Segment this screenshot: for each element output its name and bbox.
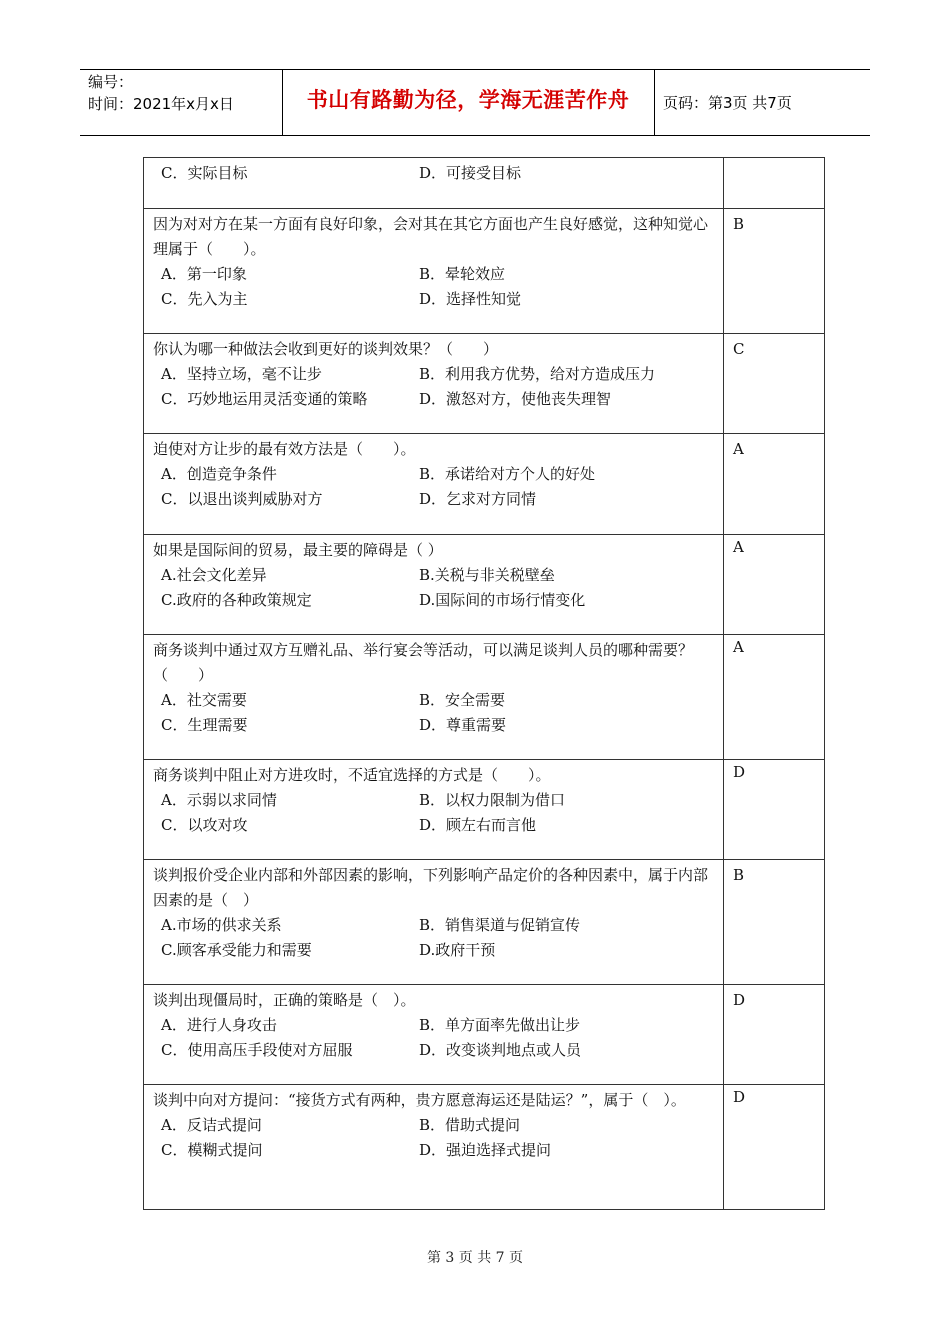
question-cell xyxy=(144,635,724,760)
question-row xyxy=(144,760,825,860)
header-bottom-rule xyxy=(80,135,870,136)
answer-cell xyxy=(723,158,824,209)
option-a: A.市场的供求关系 xyxy=(161,916,282,934)
options-grid xyxy=(153,362,715,412)
option-a: A．第一印象 xyxy=(161,265,247,283)
options-grid xyxy=(153,688,715,738)
question-row xyxy=(144,860,825,985)
question-row xyxy=(144,158,825,209)
question-table xyxy=(143,157,825,1210)
option-c: C．巧妙地运用灵活变通的策略 xyxy=(161,390,368,408)
option-c: C．先入为主 xyxy=(161,290,248,308)
header-motto: 书山有路勤为径，学海无涯苦作舟 xyxy=(306,88,630,112)
option-c: C．实际目标 xyxy=(161,164,248,182)
option-d: D．尊重需要 xyxy=(419,716,507,734)
answer-cell: A xyxy=(723,535,824,635)
question-stem: 商务谈判中阻止对方进攻时，不适宜选择的方式是（ ）。 xyxy=(153,766,551,784)
question-cell xyxy=(144,434,724,535)
question-stem: 谈判报价受企业内部和外部因素的影响，下列影响产品定价的各种因素中，属于内部因素的是（ ） xyxy=(153,866,709,909)
question-row xyxy=(144,209,825,334)
options-grid xyxy=(153,913,715,963)
option-d: D．改变谈判地点或人员 xyxy=(419,1041,582,1059)
option-d: D.政府干预 xyxy=(419,941,496,959)
option-a: A．坚持立场，毫不让步 xyxy=(161,365,322,383)
header-meta xyxy=(88,71,234,115)
option-c: C．模糊式提问 xyxy=(161,1141,263,1159)
question-cell xyxy=(144,209,724,334)
option-c: C.政府的各种政策规定 xyxy=(161,591,312,609)
option-d: D．可接受目标 xyxy=(419,164,522,182)
question-row xyxy=(144,985,825,1085)
options-grid xyxy=(153,262,715,312)
answer-cell: D xyxy=(723,760,824,860)
question-row xyxy=(144,434,825,535)
option-a: A．创造竞争条件 xyxy=(161,465,277,483)
option-d: D．顾左右而言他 xyxy=(419,816,537,834)
question-cell xyxy=(144,860,724,985)
option-c: C．使用高压手段使对方屈服 xyxy=(161,1041,353,1059)
option-b: B．单方面率先做出让步 xyxy=(419,1016,581,1034)
option-b: B.关税与非关税壁垒 xyxy=(419,566,555,584)
question-cell xyxy=(144,760,724,860)
header-divider-right xyxy=(654,69,655,136)
option-b: B．承诺给对方个人的好处 xyxy=(419,465,596,483)
question-stem: 你认为哪一种做法会收到更好的谈判效果？（ ） xyxy=(153,340,499,358)
question-cell xyxy=(144,334,724,434)
option-b: B．晕轮效应 xyxy=(419,265,506,283)
option-c: C．生理需要 xyxy=(161,716,248,734)
option-b: B．销售渠道与促销宣传 xyxy=(419,916,581,934)
question-row xyxy=(144,1085,825,1210)
answer-cell: A xyxy=(723,635,824,760)
question-stem: 商务谈判中通过双方互赠礼品、举行宴会等活动，可以满足谈判人员的哪种需要？（ ） xyxy=(153,641,694,684)
serial-label: 编号： xyxy=(88,73,134,91)
option-b: B．安全需要 xyxy=(419,691,506,709)
options-grid xyxy=(153,161,715,186)
option-c: C.顾客承受能力和需要 xyxy=(161,941,312,959)
answer-cell: B xyxy=(723,860,824,985)
option-d: D．乞求对方同情 xyxy=(419,490,537,508)
option-a: A．示弱以求同情 xyxy=(161,791,277,809)
option-a: A．反诘式提问 xyxy=(161,1116,262,1134)
option-d: D.国际间的市场行情变化 xyxy=(419,591,586,609)
options-grid xyxy=(153,563,715,613)
option-c: C．以退出谈判威胁对方 xyxy=(161,490,323,508)
option-a: A.社会文化差异 xyxy=(161,566,267,584)
answer-cell: C xyxy=(723,334,824,434)
date-line: 时间：2021年x月x日 xyxy=(88,95,234,113)
option-d: D．选择性知觉 xyxy=(419,290,522,308)
answer-cell: D xyxy=(723,1085,824,1210)
question-stem: 如果是国际间的贸易，最主要的障碍是（ ） xyxy=(153,541,443,559)
header-page-info: 页码：第3页 共7页 xyxy=(663,94,792,112)
question-row xyxy=(144,535,825,635)
option-a: A．社交需要 xyxy=(161,691,247,709)
option-a: A．进行人身攻击 xyxy=(161,1016,277,1034)
question-stem: 因为对对方在某一方面有良好印象，会对其在其它方面也产生良好感觉，这种知觉心理属于（ ）。 xyxy=(153,215,709,258)
options-grid xyxy=(153,1113,715,1163)
option-b: B．利用我方优势，给对方造成压力 xyxy=(419,365,656,383)
page-footer: 第 3 页 共 7 页 xyxy=(426,1250,524,1266)
question-cell xyxy=(144,1085,724,1210)
answer-cell: D xyxy=(723,985,824,1085)
option-d: D．激怒对方，使他丧失理智 xyxy=(419,390,612,408)
question-row xyxy=(144,334,825,434)
question-stem: 谈判出现僵局时，正确的策略是（ ）。 xyxy=(153,991,416,1009)
question-stem: 谈判中向对方提问：“接货方式有两种，贵方愿意海运还是陆运？”，属于（ ）。 xyxy=(153,1091,686,1109)
question-cell xyxy=(144,535,724,635)
answer-cell: A xyxy=(723,434,824,535)
question-stem: 迫使对方让步的最有效方法是（ ）。 xyxy=(153,440,416,458)
question-row xyxy=(144,635,825,760)
options-grid xyxy=(153,788,715,838)
question-cell xyxy=(144,158,724,209)
option-c: C．以攻对攻 xyxy=(161,816,248,834)
question-cell xyxy=(144,985,724,1085)
options-grid xyxy=(153,1013,715,1063)
options-grid xyxy=(153,462,715,512)
option-b: B．借助式提问 xyxy=(419,1116,521,1134)
answer-cell: B xyxy=(723,209,824,334)
option-d: D．强迫选择式提问 xyxy=(419,1141,552,1159)
option-b: B．以权力限制为借口 xyxy=(419,791,566,809)
header-top-rule xyxy=(80,69,870,70)
